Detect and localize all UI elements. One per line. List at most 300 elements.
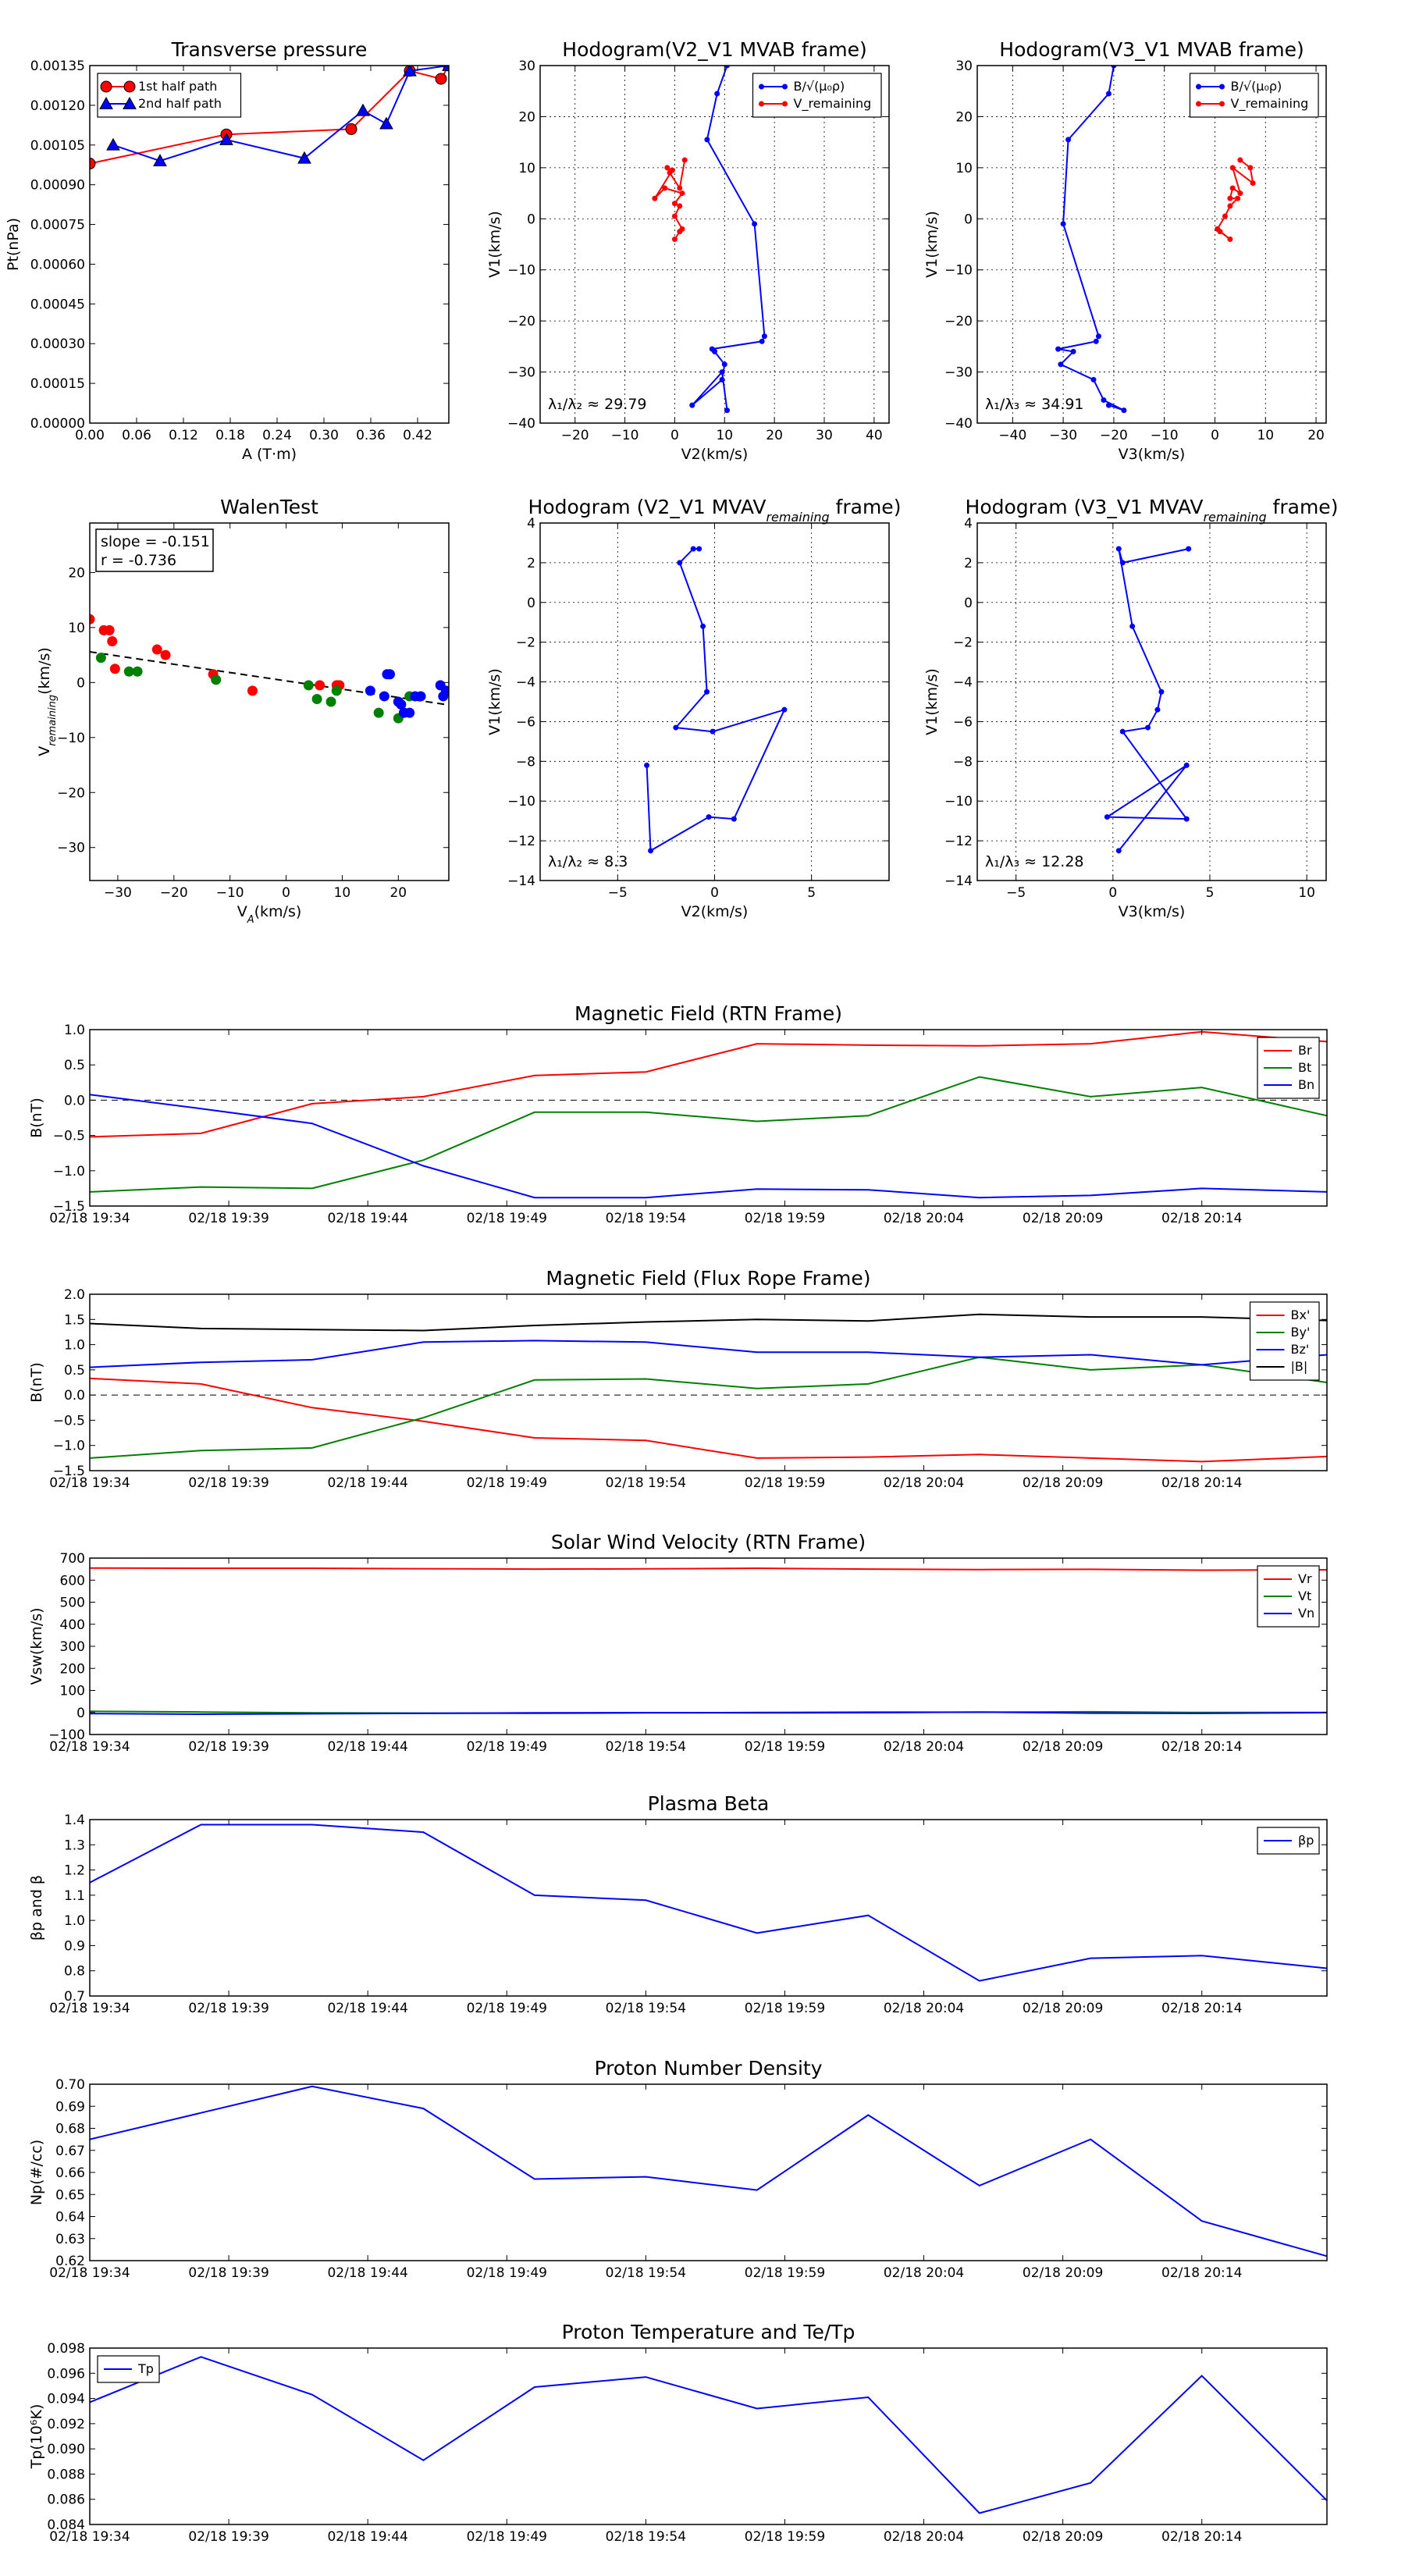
walen-test-xtick-label: 0 (282, 885, 290, 901)
plasma-beta-ytick-label: 1.0 (63, 1913, 85, 1930)
hodogram-v3-v1-mvab-ytick-label: 0 (964, 212, 973, 228)
magnetic-field-flux-rope-legend-label: Bx' (1290, 1308, 1311, 1322)
hodogram-v3-v1-mvab-series-vremaining-line (1218, 160, 1253, 240)
hodogram-v3-v1-mvav-series-s0-point (1104, 814, 1110, 820)
hodogram-v2-v1-mvab-xtick-label: −10 (610, 428, 639, 443)
hodogram-v2-v1-mvav-ytick-label: −12 (507, 834, 535, 850)
hodogram-v3-v1-mvab-legend-label: B/√(μ₀ρ) (1230, 79, 1282, 94)
hodogram-v3-v1-mvav-ytick-label: 0 (964, 595, 973, 611)
proton-number-density-xtick-label: 02/18 19:44 (327, 2265, 408, 2281)
transverse-pressure-series-2ndhalfpath-point (380, 118, 393, 129)
proton-temperature-xtick-label: 02/18 19:34 (49, 2529, 130, 2545)
hodogram-v2-v1-mvab-series-b-point (722, 361, 727, 367)
hodogram-v3-v1-mvav-series-s0-line (1107, 549, 1188, 851)
hodogram-v2-v1-mvab-series-vremaining-point (672, 237, 678, 242)
hodogram-v2-v1-mvav-series-s0-point (673, 725, 678, 731)
hodogram-v2-v1-mvav-ylabel: V1(km/s) (486, 668, 503, 735)
plasma-beta-ytick-label: 1.1 (63, 1888, 85, 1904)
proton-number-density-ytick-label: 0.64 (55, 2209, 85, 2226)
magnetic-field-rtn-ytick-label: −0.5 (52, 1128, 85, 1144)
transverse-pressure-legend-label: 1st half path (138, 79, 218, 94)
hodogram-v2-v1-mvab-series-vremaining-point (662, 186, 667, 191)
transverse-pressure-ytick-label: 0.00105 (30, 137, 85, 154)
walen-test-series-s1-point (96, 653, 106, 663)
hodogram-v2-v1-mvab-series-b-point (752, 221, 757, 226)
magnetic-field-flux-rope-panel (28, 1267, 1327, 1491)
walen-test-series-s0-point (107, 636, 117, 646)
hodogram-v2-v1-mvav-ytick-label: −4 (515, 674, 535, 691)
walen-test-series-s1-point (312, 694, 322, 704)
proton-number-density-ylabel: Np(#/cc) (28, 2139, 45, 2206)
walen-test-series-s1-point (133, 667, 143, 677)
magnetic-field-flux-rope-xtick-label: 02/18 20:09 (1022, 1475, 1104, 1491)
hodogram-v2-v1-mvab-series-vremaining-point (652, 196, 657, 201)
proton-number-density-series-s0-line (90, 2087, 1327, 2257)
hodogram-v3-v1-mvab-series-b-point (1106, 403, 1112, 408)
magnetic-field-flux-rope-ytick-label: −0.5 (52, 1413, 85, 1429)
transverse-pressure-xtick-label: 0.06 (122, 428, 151, 443)
magnetic-field-flux-rope-ytick-label: 1.0 (63, 1337, 85, 1354)
magnetic-field-rtn-xtick-label: 02/18 19:44 (327, 1211, 408, 1226)
magnetic-field-flux-rope-title: Magnetic Field (Flux Rope Frame) (546, 1267, 871, 1290)
solar-wind-velocity-xtick-label: 02/18 19:44 (327, 1739, 408, 1755)
transverse-pressure-xtick-label: 0.24 (262, 428, 292, 443)
hodogram-v2-v1-mvab-series-vremaining-point (677, 229, 682, 234)
magnetic-field-flux-rope-ytick-label: 2.0 (63, 1287, 85, 1303)
solar-wind-velocity-legend-label: Vr (1298, 1571, 1312, 1586)
walen-test-xtick-label: −10 (215, 885, 244, 901)
magnetic-field-flux-rope-legend-label: By' (1290, 1325, 1311, 1340)
hodogram-v2-v1-mvab-xlabel: V2(km/s) (681, 446, 749, 463)
magnetic-field-flux-rope-series-bz-line (90, 1340, 1327, 1367)
hodogram-v2-v1-mvab-legend-marker (759, 84, 764, 90)
solar-wind-velocity-xtick-label: 02/18 19:34 (49, 1739, 130, 1755)
hodogram-v2-v1-mvab-ytick-label: 0 (527, 212, 535, 228)
hodogram-v3-v1-mvav-series-s0-point (1116, 546, 1122, 552)
proton-number-density-panel (28, 2057, 1327, 2281)
hodogram-v3-v1-mvav-ytick-label: −12 (944, 834, 973, 850)
proton-temperature-ytick-label: 0.092 (47, 2416, 85, 2432)
proton-number-density-xtick-label: 02/18 19:54 (605, 2265, 687, 2281)
hodogram-v3-v1-mvab-series-b-point (1065, 137, 1071, 142)
solar-wind-velocity-ytick-label: 100 (59, 1683, 85, 1699)
proton-temperature-xtick-label: 02/18 19:54 (605, 2529, 687, 2545)
plasma-beta-series-p-line (90, 1825, 1327, 1981)
magnetic-field-rtn-ytick-label: 0.0 (63, 1093, 85, 1109)
hodogram-v2-v1-mvav-series-s0-point (700, 624, 706, 629)
hodogram-v2-v1-mvab-ytick-label: 30 (518, 59, 535, 74)
magnetic-field-flux-rope-ytick-label: 0.5 (63, 1362, 85, 1379)
proton-number-density-axes-frame (90, 2084, 1327, 2261)
proton-temperature-ytick-label: 0.098 (47, 2341, 85, 2357)
transverse-pressure-legend-label: 2nd half path (138, 96, 222, 111)
walen-test-series-s2-point (379, 691, 389, 701)
magnetic-field-flux-rope-ytick-label: −1.0 (52, 1438, 85, 1454)
hodogram-v3-v1-mvav-xtick-label: 0 (1108, 885, 1118, 901)
transverse-pressure-ytick-label: 0.00135 (30, 59, 85, 74)
hodogram-v3-v1-mvav-axes-frame (977, 523, 1326, 881)
proton-number-density-xtick-label: 02/18 19:39 (188, 2265, 269, 2281)
proton-number-density-xtick-label: 02/18 20:04 (883, 2265, 965, 2281)
proton-temperature-axes-frame (90, 2348, 1327, 2524)
magnetic-field-flux-rope-ylabel: B(nT) (28, 1362, 45, 1403)
hodogram-v2-v1-mvab-series-vremaining-point (664, 165, 670, 170)
hodogram-v2-v1-mvab-series-b-point (720, 369, 725, 375)
hodogram-v3-v1-mvav-ytick-label: 2 (964, 555, 973, 571)
proton-number-density-ytick-label: 0.70 (55, 2077, 85, 2093)
hodogram-v3-v1-mvab-xtick-label: 10 (1257, 428, 1275, 443)
hodogram-v2-v1-mvab-series-vremaining-point (672, 201, 678, 206)
magnetic-field-flux-rope-ytick-label: 0.0 (63, 1388, 85, 1404)
walen-test-ytick-label: 10 (68, 620, 85, 636)
hodogram-v2-v1-mvab-ytick-label: 10 (518, 160, 535, 176)
walen-test-xlabel: $V_A(km/s)$ (237, 903, 302, 926)
solar-wind-velocity-xtick-label: 02/18 20:09 (1022, 1739, 1104, 1755)
hodogram-v2-v1-mvab-series-vremaining-point (677, 186, 682, 191)
proton-temperature-ytick-label: 0.096 (47, 2366, 85, 2382)
hodogram-v2-v1-mvab-series-b-point (714, 91, 720, 96)
solar-wind-velocity-ytick-label: 200 (59, 1661, 85, 1678)
plasma-beta-ytick-label: 0.8 (63, 1963, 85, 1980)
magnetic-field-rtn-xtick-label: 02/18 20:04 (883, 1211, 965, 1226)
plasma-beta-legend (1257, 1827, 1319, 1854)
hodogram-v3-v1-mvab-legend-marker (1196, 101, 1201, 107)
proton-temperature-series-tp-line (90, 2357, 1327, 2513)
hodogram-v3-v1-mvav-title: Hodogram (V3_V1 $MVAV_{remaining}$ frame) (965, 496, 1339, 525)
plasma-beta-xtick-label: 02/18 19:39 (188, 2001, 269, 2016)
proton-temperature-legend-label: Tp (138, 2361, 154, 2376)
hodogram-v3-v1-mvab-series-vremaining-point (1235, 196, 1240, 201)
magnetic-field-rtn-xtick-label: 02/18 19:54 (605, 1211, 687, 1226)
magnetic-field-rtn-legend-label: Bt (1298, 1060, 1312, 1075)
hodogram-v2-v1-mvav-series-s0-point (648, 848, 653, 853)
hodogram-v3-v1-mvab-series-b-point (1061, 221, 1066, 226)
hodogram-v2-v1-mvab-legend (753, 73, 882, 117)
walen-test-series-s2-point (438, 691, 448, 701)
hodogram-v2-v1-mvav-series-s0-line (647, 549, 784, 851)
plasma-beta-xtick-label: 02/18 19:49 (466, 2001, 547, 2016)
transverse-pressure-axes-frame (90, 66, 449, 423)
transverse-pressure-xtick-label: 0.18 (215, 428, 245, 443)
hodogram-v2-v1-mvav-title: Hodogram (V2_V1 $MVAV_{remaining}$ frame) (528, 496, 902, 525)
plasma-beta-ytick-label: 0.9 (63, 1938, 85, 1955)
transverse-pressure-panel (5, 38, 455, 463)
hodogram-v2-v1-mvab-legend-label: V_remaining (793, 96, 872, 111)
hodogram-v2-v1-mvab-series-b-point (724, 407, 730, 413)
hodogram-v3-v1-mvab-ytick-label: 10 (955, 160, 973, 176)
magnetic-field-flux-rope-ytick-label: 1.5 (63, 1312, 85, 1329)
walen-test-series-s1-point (374, 708, 384, 718)
hodogram-v2-v1-mvab-xtick-label: 40 (866, 428, 883, 443)
hodogram-v2-v1-mvab-series-b-point (759, 339, 765, 344)
hodogram-v3-v1-mvab-series-vremaining-point (1227, 237, 1232, 242)
hodogram-v3-v1-mvab-series-b-point (1101, 397, 1106, 403)
hodogram-v2-v1-mvab-series-b-point (704, 137, 710, 142)
proton-number-density-ytick-label: 0.63 (55, 2231, 85, 2247)
transverse-pressure-xtick-label: 0.00 (75, 428, 105, 443)
magnetic-field-flux-rope-xtick-label: 02/18 19:49 (466, 1475, 547, 1491)
proton-temperature-xtick-label: 02/18 20:14 (1161, 2529, 1243, 2545)
hodogram-v3-v1-mvav-series-s0-point (1120, 560, 1126, 565)
hodogram-v3-v1-mvav-eigen-ratio: λ₁/λ₃ ≈ 12.28 (985, 853, 1084, 870)
hodogram-v3-v1-mvab-xtick-label: −30 (1049, 428, 1078, 443)
proton-number-density-ytick-label: 0.65 (55, 2187, 85, 2204)
hodogram-v2-v1-mvab-axes-frame (540, 66, 889, 423)
magnetic-field-flux-rope-series-by-line (90, 1357, 1327, 1458)
hodogram-v3-v1-mvab-series-vremaining-point (1227, 203, 1232, 208)
plasma-beta-title: Plasma Beta (647, 1792, 770, 1815)
hodogram-v3-v1-mvab-ytick-label: 30 (955, 59, 973, 74)
proton-number-density-xtick-label: 02/18 20:14 (1161, 2265, 1243, 2281)
proton-number-density-ytick-label: 0.68 (55, 2121, 85, 2137)
solar-wind-velocity-ytick-label: −100 (48, 1727, 85, 1743)
hodogram-v3-v1-mvav-ytick-label: −6 (952, 714, 973, 731)
magnetic-field-rtn-xtick-label: 02/18 19:34 (49, 1211, 130, 1226)
hodogram-v3-v1-mvab-xtick-label: 0 (1211, 428, 1219, 443)
transverse-pressure-ylabel: Pt(nPa) (5, 217, 22, 272)
proton-number-density-xtick-label: 02/18 19:49 (466, 2265, 547, 2281)
hodogram-v2-v1-mvab-series-b-point (720, 377, 725, 382)
proton-temperature-xtick-label: 02/18 19:44 (327, 2529, 408, 2545)
transverse-pressure-series-2ndhalfpath-point (357, 105, 369, 116)
magnetic-field-rtn-legend (1257, 1037, 1319, 1098)
walen-test-slope-label: slope = -0.151 (101, 533, 210, 550)
solar-wind-velocity-ytick-label: 300 (59, 1639, 85, 1655)
hodogram-v3-v1-mvav-xtick-label: −5 (1006, 885, 1026, 901)
transverse-pressure-xtick-label: 0.36 (356, 428, 386, 443)
hodogram-v2-v1-mvav-ytick-label: 2 (527, 555, 535, 571)
plasma-beta-xtick-label: 02/18 19:34 (49, 2001, 130, 2016)
solar-wind-velocity-ytick-label: 600 (59, 1573, 85, 1589)
walen-test-ytick-label: −20 (57, 785, 85, 802)
plasma-beta-axes-frame (90, 1820, 1327, 1996)
walen-test-series-s2-point (404, 708, 414, 718)
hodogram-v2-v1-mvav-ytick-label: 4 (527, 516, 535, 532)
plasma-beta-xtick-label: 02/18 20:04 (883, 2001, 965, 2016)
hodogram-v2-v1-mvab-xtick-label: 30 (816, 428, 833, 443)
hodogram-v2-v1-mvab-series-vremaining-point (670, 168, 675, 173)
hodogram-v2-v1-mvab-ytick-label: −10 (507, 262, 535, 279)
hodogram-v3-v1-mvav-series-s0-point (1145, 725, 1151, 731)
magnetic-field-flux-rope-xtick-label: 02/18 20:14 (1161, 1475, 1243, 1491)
walen-test-series-s2-point (416, 691, 426, 701)
hodogram-v3-v1-mvab-series-vremaining-point (1237, 190, 1243, 196)
magnetic-field-flux-rope-xtick-label: 02/18 19:54 (605, 1475, 687, 1491)
magnetic-field-rtn-series-bt-line (90, 1077, 1327, 1192)
proton-temperature-xtick-label: 02/18 19:59 (744, 2529, 826, 2545)
hodogram-v2-v1-mvab-xtick-label: 10 (716, 428, 734, 443)
walen-test-xtick-label: −20 (159, 885, 188, 901)
walen-test-fit-line (90, 652, 449, 705)
magnetic-field-rtn-xtick-label: 02/18 20:14 (1161, 1211, 1243, 1226)
plasma-beta-ylabel: βp and β (28, 1874, 45, 1941)
hodogram-v3-v1-mvab-series-b-point (1121, 407, 1126, 413)
proton-temperature-ytick-label: 0.088 (47, 2467, 85, 2483)
hodogram-v3-v1-mvab-series-b-point (1096, 333, 1101, 339)
walen-test-title: WalenTest (220, 496, 318, 518)
solar-wind-velocity-plot-area (90, 1568, 1327, 1714)
hodogram-v3-v1-mvab-panel (923, 38, 1326, 463)
hodogram-v3-v1-mvab-series-b-point (1106, 91, 1112, 96)
hodogram-v3-v1-mvab-legend-marker (1219, 84, 1225, 90)
hodogram-v2-v1-mvav-series-s0-point (677, 560, 682, 565)
walen-test-xtick-label: 10 (333, 885, 351, 901)
walen-test-series-s1-point (332, 685, 342, 696)
walen-test-series-s0-point (315, 680, 325, 690)
walen-test-plot-area (85, 614, 451, 724)
walen-test-series-s0-point (105, 625, 115, 635)
magnetic-field-flux-rope-xtick-label: 02/18 19:34 (49, 1475, 130, 1491)
solar-wind-velocity-axes-frame (90, 1558, 1327, 1735)
proton-number-density-ytick-label: 0.69 (55, 2099, 85, 2115)
proton-temperature-ytick-label: 0.090 (47, 2442, 85, 2458)
walen-test-ytick-label: −30 (57, 840, 85, 856)
hodogram-v3-v1-mvav-ytick-label: 4 (964, 516, 973, 532)
hodogram-v3-v1-mvab-series-vremaining-point (1247, 165, 1253, 170)
hodogram-v3-v1-mvav-series-s0-point (1186, 546, 1191, 552)
solar-wind-velocity-xtick-label: 02/18 20:14 (1161, 1739, 1243, 1755)
plasma-beta-panel (28, 1792, 1327, 2016)
hodogram-v3-v1-mvab-series-vremaining-point (1222, 214, 1228, 219)
hodogram-v3-v1-mvav-series-s0-point (1120, 729, 1126, 735)
hodogram-v3-v1-mvab-series-b-point (1071, 349, 1076, 354)
hodogram-v2-v1-mvab-title: Hodogram(V2_V1 MVAB frame) (562, 38, 867, 61)
hodogram-v2-v1-mvav-xtick-label: 5 (807, 885, 816, 901)
transverse-pressure-ytick-label: 0.00060 (30, 257, 85, 273)
proton-temperature-ytick-label: 0.094 (47, 2391, 85, 2407)
magnetic-field-rtn-xtick-label: 02/18 19:39 (188, 1211, 269, 1226)
magnetic-field-rtn-xtick-label: 02/18 19:49 (466, 1211, 547, 1226)
hodogram-v2-v1-mvab-ylabel: V1(km/s) (486, 211, 503, 278)
hodogram-v3-v1-mvab-series-b-point (1094, 339, 1099, 344)
solar-wind-velocity-legend-label: Vn (1298, 1606, 1315, 1621)
plasma-beta-xtick-label: 02/18 19:59 (744, 2001, 826, 2016)
transverse-pressure-xtick-label: 0.42 (403, 428, 432, 443)
hodogram-v2-v1-mvav-ytick-label: 0 (527, 595, 535, 611)
proton-temperature-xtick-label: 02/18 19:49 (466, 2529, 547, 2545)
hodogram-v2-v1-mvab-legend-marker (782, 84, 788, 90)
walen-test-ylabel: $V_{remaining}(km/s)$ (36, 647, 59, 756)
hodogram-v3-v1-mvab-xtick-label: −20 (1099, 428, 1128, 443)
solar-wind-velocity-series-vr-line (90, 1568, 1327, 1571)
magnetic-field-flux-rope-series-b-line (90, 1315, 1327, 1331)
hodogram-v2-v1-mvav-series-s0-point (710, 729, 716, 735)
hodogram-v2-v1-mvab-ytick-label: −40 (507, 416, 535, 432)
hodogram-v3-v1-mvav-plot-area (1104, 546, 1191, 854)
walen-test-series-s1-point (326, 697, 336, 707)
hodogram-v3-v1-mvab-series-vremaining-point (1227, 196, 1232, 201)
hodogram-v2-v1-mvab-series-b-point (762, 333, 767, 339)
transverse-pressure-ytick-label: 0.00075 (30, 217, 85, 233)
proton-temperature-title: Proton Temperature and Te/Tp (561, 2321, 855, 2343)
walen-test-r-label: r = -0.736 (101, 552, 177, 569)
hodogram-v2-v1-mvav-xtick-label: −5 (607, 885, 628, 901)
solar-wind-velocity-xtick-label: 02/18 20:04 (883, 1739, 965, 1755)
walen-test-panel (36, 496, 451, 926)
proton-temperature-plot-area (90, 2357, 1327, 2513)
solar-wind-velocity-xtick-label: 02/18 19:54 (605, 1739, 687, 1755)
transverse-pressure-xlabel: A (T·m) (241, 446, 297, 463)
walen-test-series-s0-point (247, 685, 258, 696)
hodogram-v2-v1-mvav-ytick-label: −2 (515, 635, 535, 651)
solar-wind-velocity-legend (1257, 1566, 1319, 1627)
magnetic-field-flux-rope-xtick-label: 02/18 19:39 (188, 1475, 269, 1491)
magnetic-field-rtn-xtick-label: 02/18 20:09 (1022, 1211, 1104, 1226)
solar-wind-velocity-ylabel: Vsw(km/s) (28, 1607, 45, 1685)
walen-test-series-s2-point (365, 685, 375, 696)
magnetic-field-rtn-title: Magnetic Field (RTN Frame) (574, 1002, 842, 1025)
hodogram-v2-v1-mvab-xtick-label: 20 (766, 428, 783, 443)
hodogram-v3-v1-mvab-legend-marker (1196, 84, 1201, 90)
transverse-pressure-ytick-label: 0.00045 (30, 297, 85, 313)
solar-wind-velocity-xtick-label: 02/18 19:59 (744, 1739, 826, 1755)
proton-number-density-ytick-label: 0.66 (55, 2165, 85, 2181)
proton-temperature-ytick-label: 0.086 (47, 2492, 85, 2508)
transverse-pressure-legend-marker (124, 81, 135, 92)
hodogram-v2-v1-mvav-series-s0-point (691, 546, 696, 552)
hodogram-v2-v1-mvav-series-s0-point (781, 707, 787, 713)
walen-test-series-s2-point (385, 669, 395, 679)
hodogram-v3-v1-mvav-panel (923, 496, 1338, 920)
proton-temperature-panel (28, 2321, 1327, 2545)
plasma-beta-ytick-label: 1.3 (63, 1838, 85, 1854)
hodogram-v3-v1-mvav-xlabel: V3(km/s) (1118, 903, 1186, 920)
magnetic-field-flux-rope-legend (1250, 1302, 1320, 1380)
hodogram-v3-v1-mvav-ytick-label: −8 (952, 754, 973, 770)
hodogram-v2-v1-mvav-series-s0-point (696, 546, 702, 552)
hodogram-v3-v1-mvab-title: Hodogram(V3_V1 MVAB frame) (999, 38, 1304, 61)
hodogram-v2-v1-mvav-series-s0-point (706, 814, 712, 820)
hodogram-v2-v1-mvab-legend-marker (759, 101, 764, 107)
walen-test-ytick-label: 20 (68, 565, 85, 582)
hodogram-v3-v1-mvab-ytick-label: −20 (944, 314, 973, 330)
hodogram-v2-v1-mvab-series-vremaining-point (679, 190, 685, 196)
hodogram-v2-v1-mvav-xtick-label: 0 (710, 885, 719, 901)
hodogram-v2-v1-mvab-ytick-label: 20 (518, 109, 535, 126)
hodogram-v3-v1-mvab-xlabel: V3(km/s) (1118, 446, 1186, 463)
hodogram-v3-v1-mvav-ytick-label: −4 (952, 674, 973, 691)
hodogram-v3-v1-mvab-series-vremaining-point (1230, 186, 1236, 191)
hodogram-v3-v1-mvav-ylabel: V1(km/s) (923, 668, 941, 735)
proton-number-density-xtick-label: 02/18 20:09 (1022, 2265, 1104, 2281)
walen-test-xtick-label: 20 (389, 885, 407, 901)
magnetic-field-flux-rope-xtick-label: 02/18 19:59 (744, 1475, 826, 1491)
plasma-beta-xtick-label: 02/18 19:44 (327, 2001, 408, 2016)
hodogram-v2-v1-mvav-xlabel: V2(km/s) (681, 903, 749, 920)
hodogram-v3-v1-mvab-series-vremaining-point (1230, 165, 1236, 170)
proton-temperature-legend (98, 2356, 159, 2382)
magnetic-field-rtn-ytick-label: 1.0 (63, 1023, 85, 1038)
magnetic-field-flux-rope-legend-label: |B| (1290, 1359, 1308, 1374)
hodogram-v2-v1-mvab-xtick-label: 0 (670, 428, 679, 443)
proton-number-density-ytick-label: 0.67 (55, 2143, 85, 2159)
magnetic-field-rtn-legend-label: Br (1298, 1043, 1312, 1058)
proton-temperature-xtick-label: 02/18 20:09 (1022, 2529, 1104, 2545)
hodogram-v3-v1-mvab-xtick-label: −40 (998, 428, 1027, 443)
transverse-pressure-ytick-label: 0.00120 (30, 98, 85, 114)
hodogram-v3-v1-mvab-series-b-point (1058, 361, 1063, 367)
hodogram-v3-v1-mvab-series-vremaining-point (1237, 158, 1243, 163)
magnetic-field-rtn-panel (28, 1002, 1327, 1226)
hodogram-v2-v1-mvab-series-b-point (712, 349, 717, 354)
walen-test-series-s0-point (152, 645, 162, 655)
hodogram-v3-v1-mvab-series-vremaining-point (1215, 226, 1220, 232)
hodogram-v3-v1-mvav-series-s0-point (1116, 848, 1122, 853)
proton-temperature-ytick-label: 0.084 (47, 2517, 85, 2533)
magnetic-field-flux-rope-legend-label: Bz' (1290, 1342, 1310, 1357)
plasma-beta-ytick-label: 1.4 (63, 1813, 85, 1828)
hodogram-v3-v1-mvav-series-s0-point (1158, 689, 1164, 695)
